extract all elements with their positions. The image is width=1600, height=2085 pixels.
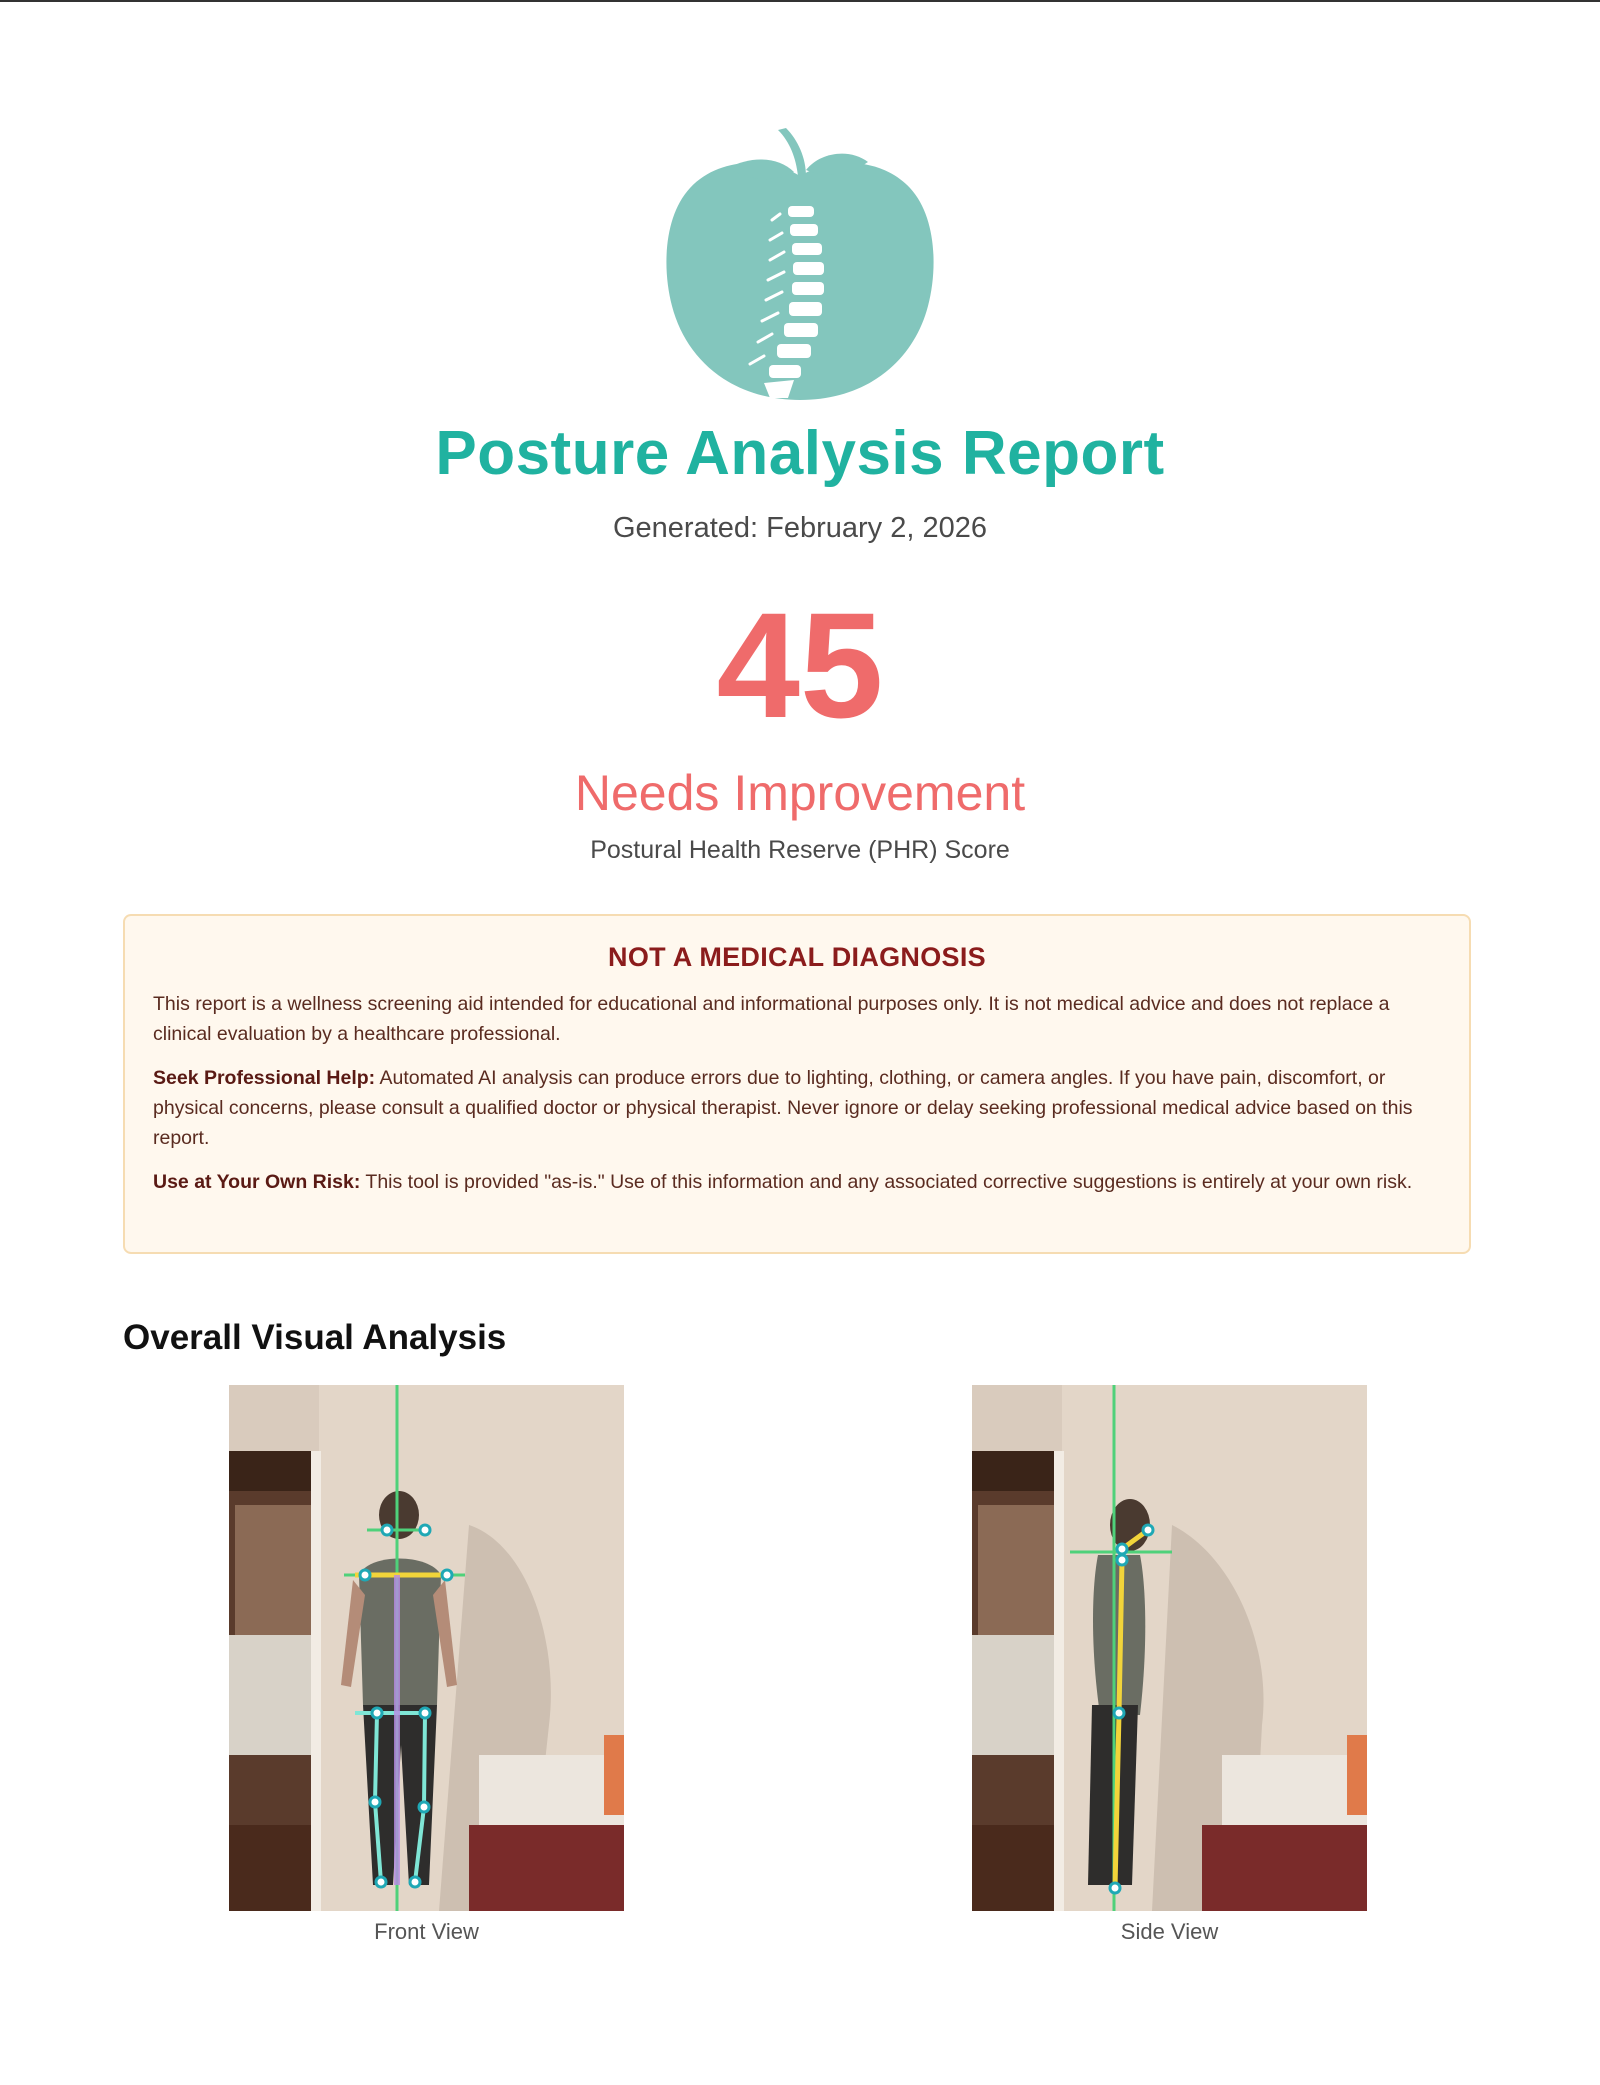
- page-title: Posture Analysis Report: [435, 419, 1165, 488]
- score-rating: Needs Improvement: [574, 765, 1026, 821]
- disclaimer-intro: This report is a wellness screening aid intended for educational and informational purposes only. It is not medical advice and does not replace a clinical evaluation by a healthcare professional.: [153, 993, 1390, 1045]
- phr-score-value: 45: [716, 581, 884, 749]
- disclaimer-help-text: Automated AI analysis can produce errors due to lighting, clothing, or camera angles. If you have pain, discomfort, or physical concerns, please consult a qualified doctor or physical therapist. Never ignore or delay seeking professional medical advice based on this report.: [153, 1067, 1413, 1149]
- medical-disclaimer: [123, 914, 1471, 1254]
- apple-spine-logo-icon: [660, 128, 940, 403]
- front-view-caption: Front View: [374, 1919, 479, 1944]
- disclaimer-risk-label: Use at Your Own Risk:: [153, 1171, 361, 1193]
- side-view-caption: Side View: [1120, 1919, 1219, 1944]
- top-rule: [0, 0, 1600, 2]
- generated-date: Generated: February 2, 2026: [612, 512, 987, 544]
- disclaimer-risk: [153, 1167, 1441, 1197]
- disclaimer-heading: NOT A MEDICAL DIAGNOSIS: [608, 942, 986, 972]
- disclaimer-professional-help: [153, 1063, 1441, 1153]
- score-label: Postural Health Reserve (PHR) Score: [590, 836, 1010, 864]
- front-view-photo: [229, 1385, 624, 1911]
- disclaimer-risk-text: This tool is provided "as-is." Use of this information and any associated corrective suggestions is entirely at your own risk.: [360, 1171, 1413, 1193]
- disclaimer-help-label: Seek Professional Help:: [153, 1067, 376, 1089]
- front-view-figure: [229, 1385, 624, 1945]
- section-title-visual-analysis: Overall Visual Analysis: [123, 1318, 507, 1357]
- side-view-figure: [972, 1385, 1367, 1945]
- side-view-photo: [972, 1385, 1367, 1911]
